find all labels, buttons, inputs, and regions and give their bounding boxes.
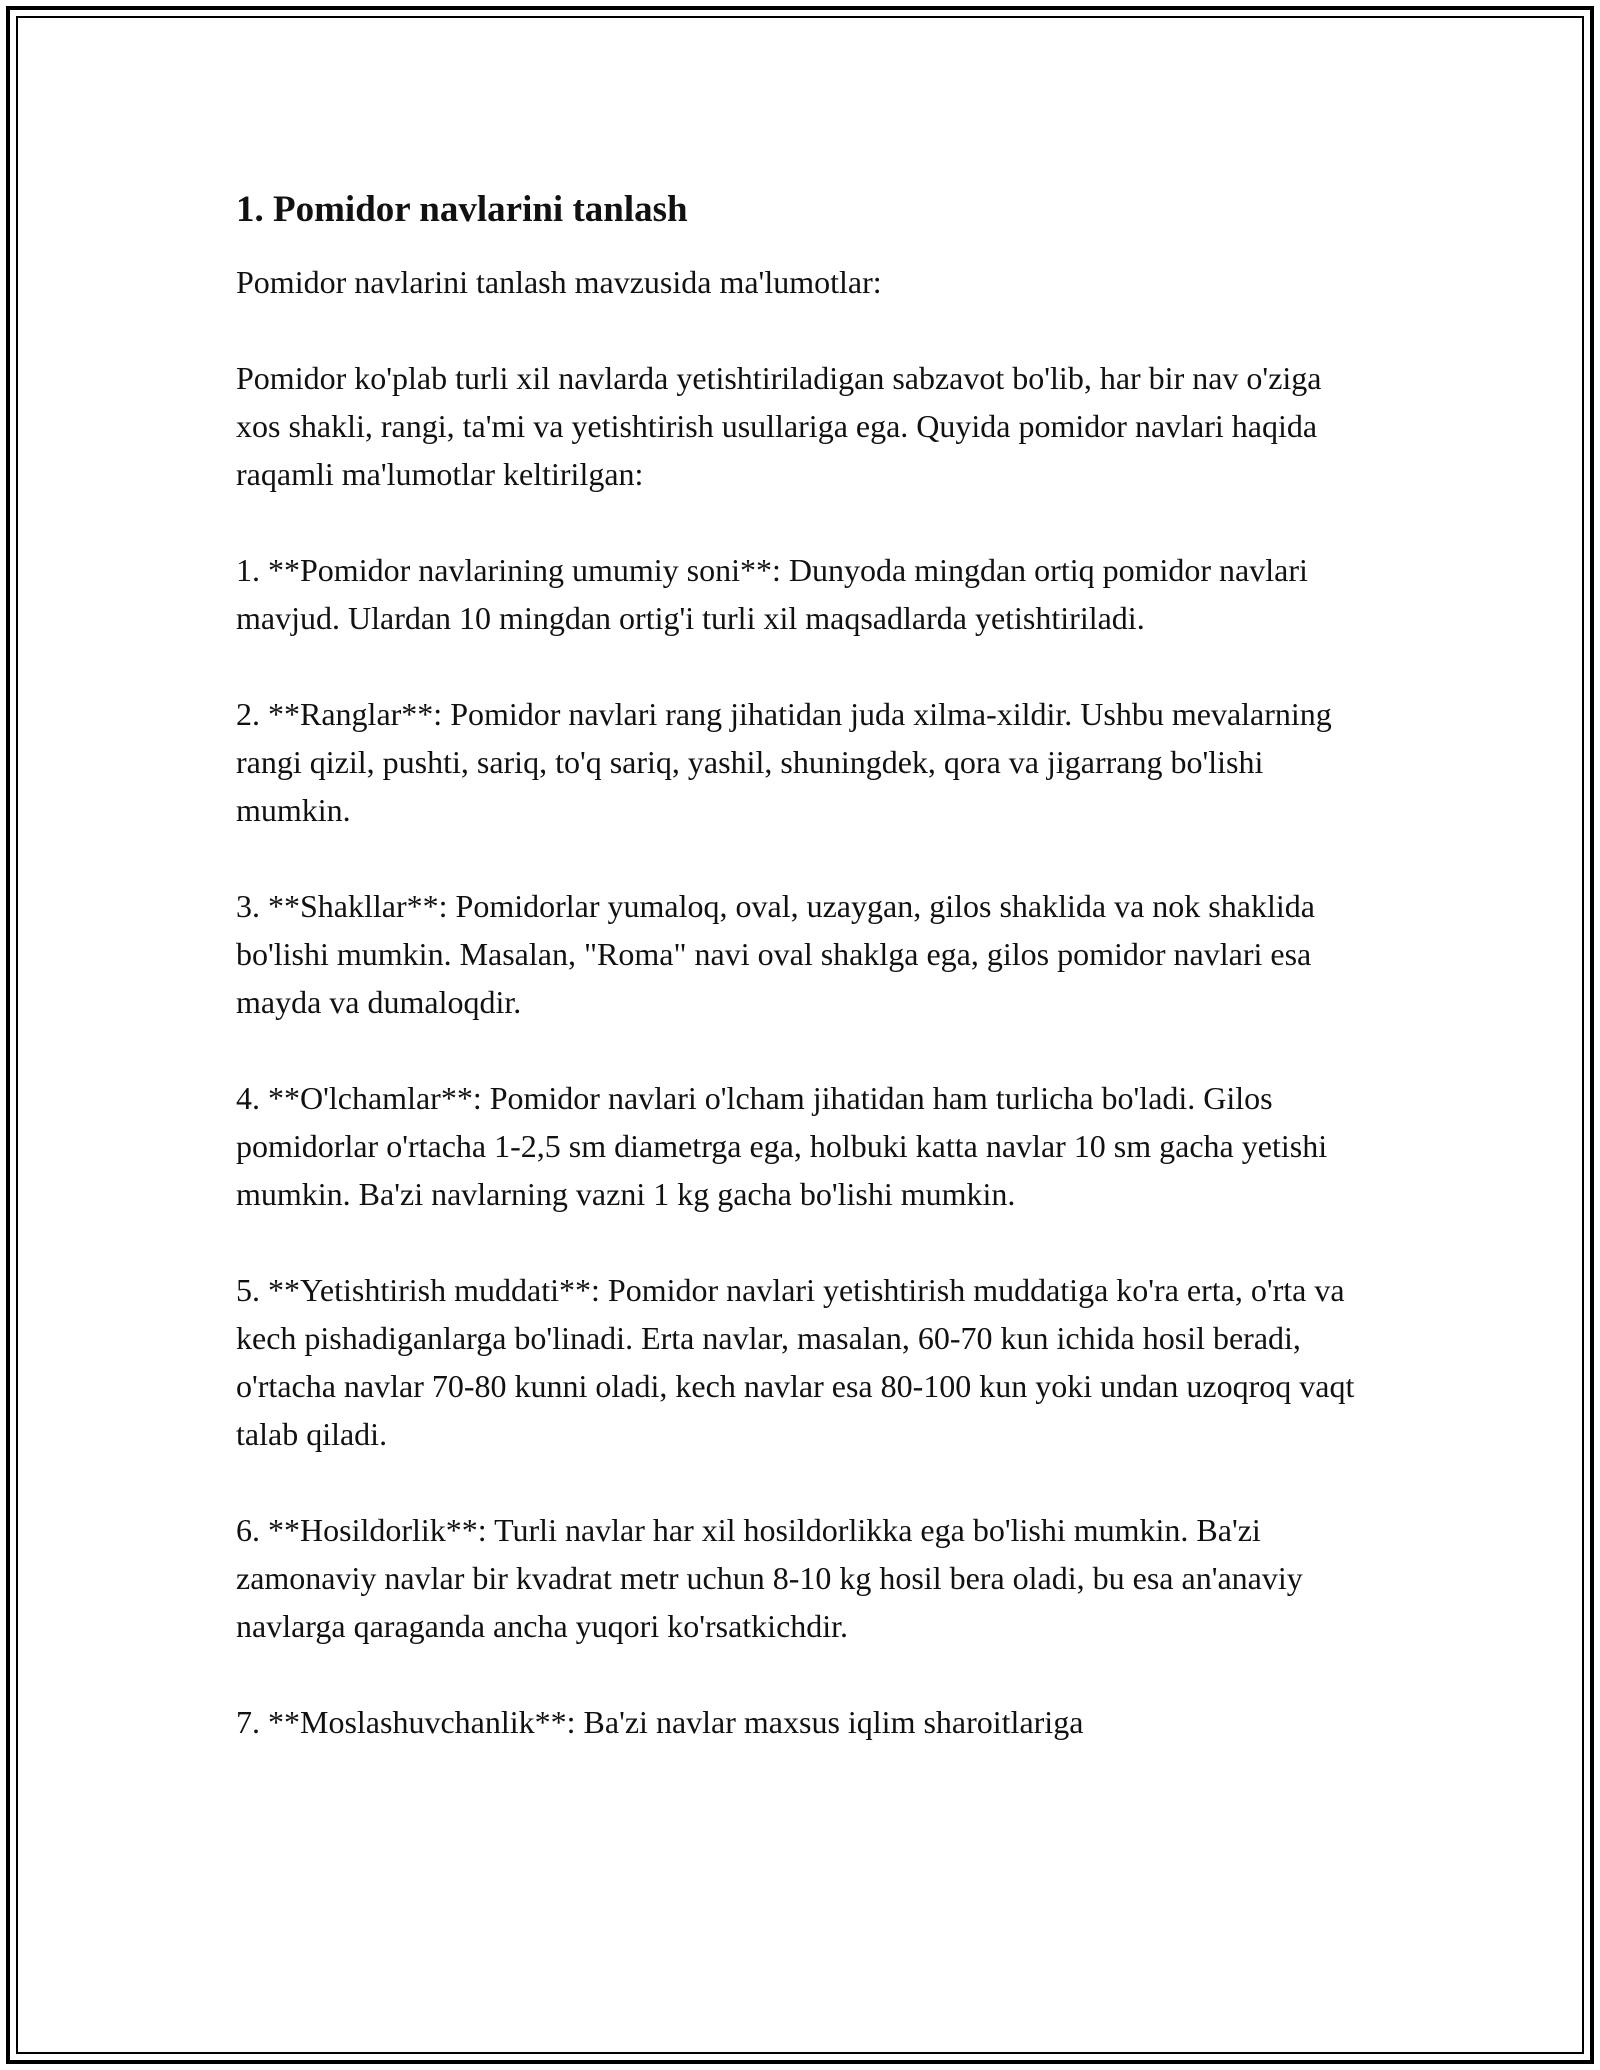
list-item-yield: 6. **Hosildorlik**: Turli navlar har xil hosildorlikka ega bo'lishi mumkin. Ba'zi zamonaviy navlar bir kvadrat metr uchun 8-10 kg hosil bera oladi, bu esa an'anaviy navlarga qaraganda ancha yuqori ko'rsatkichdir.: [236, 1512, 1303, 1644]
list-item-growing-period: 5. **Yetishtirish muddati**: Pomidor navlari yetishtirish muddatiga ko'ra erta, o'rta va kech pishadiganlarga bo'linadi. Erta navlar, masalan, 60-70 kun ichida hosil beradi, o'rtacha navlar 70-80 kunni oladi, kech navlar esa 80-100 kun yoki undan uzoqroq vaqt talab qiladi.: [236, 1272, 1355, 1452]
document-body: [236, 186, 1366, 1794]
list-item-total-count: 1. **Pomidor navlarining umumiy soni**: Dunyoda mingdan ortiq pomidor navlari mavjud. Ulardan 10 mingdan ortig'i turli xil maqsadlarda yetishtiriladi.: [236, 552, 1308, 636]
list-item-adaptability: 7. **Moslashuvchanlik**: Ba'zi navlar maxsus iqlim sharoitlariga: [236, 1704, 1084, 1740]
section-heading: 1. Pomidor navlarini tanlash: [236, 189, 688, 230]
intro-paragraph: Pomidor navlarini tanlash mavzusida ma'lumotlar:: [236, 264, 882, 300]
list-item-shapes: 3. **Shakllar**: Pomidorlar yumaloq, oval, uzaygan, gilos shaklida va nok shaklida bo'lishi mumkin. Masalan, "Roma" navi oval shaklga ega, gilos pomidor navlari esa mayda va dumaloqdir.: [236, 888, 1315, 1020]
list-item-sizes: 4. **O'lchamlar**: Pomidor navlari o'lcham jihatidan ham turlicha bo'ladi. Gilos pomidorlar o'rtacha 1-2,5 sm diametrga ega, holbuki katta navlar 10 sm gacha yetishi mumkin. Ba'zi navlarning vazni 1 kg gacha bo'lishi mumkin.: [236, 1080, 1328, 1212]
overview-paragraph: Pomidor ko'plab turli xil navlarda yetishtiriladigan sabzavot bo'lib, har bir nav o'ziga xos shakli, rangi, ta'mi va yetishtirish usullariga ega. Quyida pomidor navlari haqida raqamli ma'lumotlar keltirilgan:: [236, 360, 1322, 492]
list-item-colors: 2. **Ranglar**: Pomidor navlari rang jihatidan juda xilma-xildir. Ushbu mevalarning rangi qizil, pushti, sariq, to'q sariq, yashil, shuningdek, qora va jigarrang bo'lishi mumkin.: [236, 696, 1332, 828]
